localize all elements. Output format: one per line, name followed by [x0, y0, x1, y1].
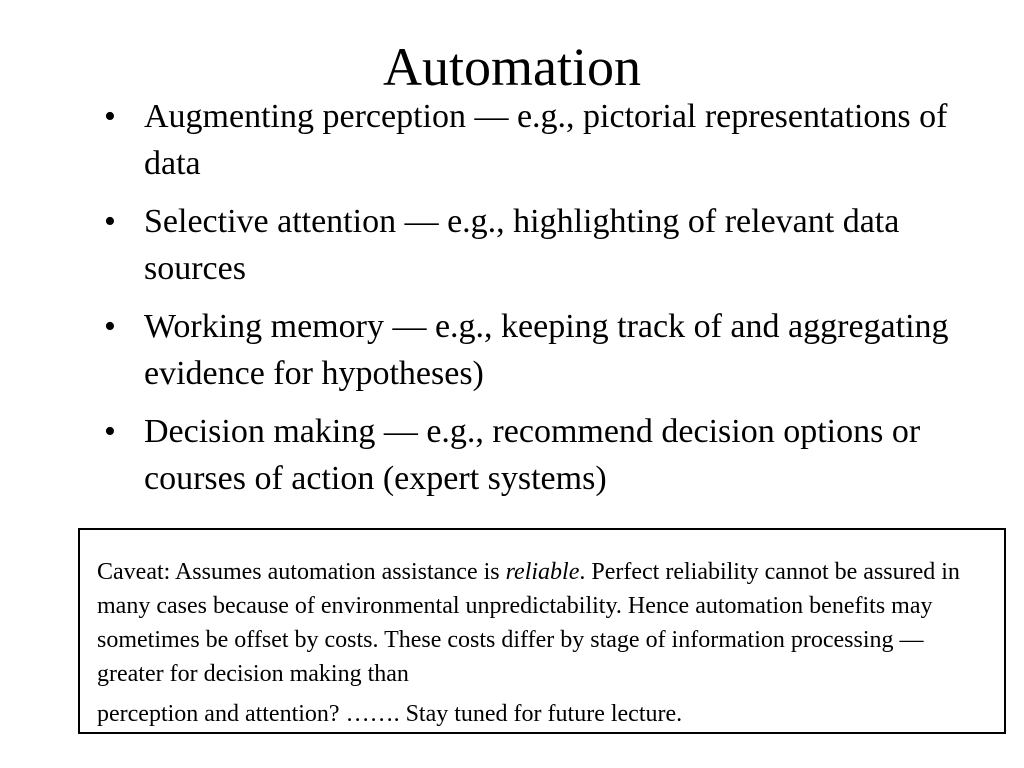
bullet-text: Decision making — e.g., recommend decision options or courses of action (expert systems) [144, 413, 921, 497]
bullet-text: Augmenting perception — e.g., pictorial representations of data [144, 98, 948, 182]
bullet-icon: • [104, 203, 116, 240]
caveat-text [97, 555, 977, 731]
bullet-icon: • [104, 413, 116, 450]
bullet-icon: • [104, 98, 116, 135]
bullet-item [104, 93, 984, 187]
bullet-text: Working memory — e.g., keeping track of and aggregating evidence for hypotheses) [144, 308, 949, 392]
caveat-text-start: Caveat: Assumes automation assistance is [97, 559, 506, 585]
bullet-icon: • [104, 308, 116, 345]
bullet-list [104, 93, 984, 513]
caveat-italic-reliable: reliable [505, 559, 580, 585]
bullet-text: Selective attention — e.g., highlighting of relevant data sources [144, 203, 900, 287]
bullet-item [104, 198, 984, 292]
bullet-item [104, 408, 984, 502]
caveat-text-end: perception and attention? ……. Stay tuned for future lecture. [97, 701, 683, 727]
slide-title: Automation [383, 37, 641, 97]
caveat-text-middle: . Perfect reliability cannot be assured in many cases because of environmental unpredictability. Hence automation benefits may sometimes be offset by costs. These costs differ by stage of information processing — greater for decision making than [97, 559, 960, 687]
bullet-item [104, 303, 984, 397]
caveat-box [78, 528, 1006, 734]
